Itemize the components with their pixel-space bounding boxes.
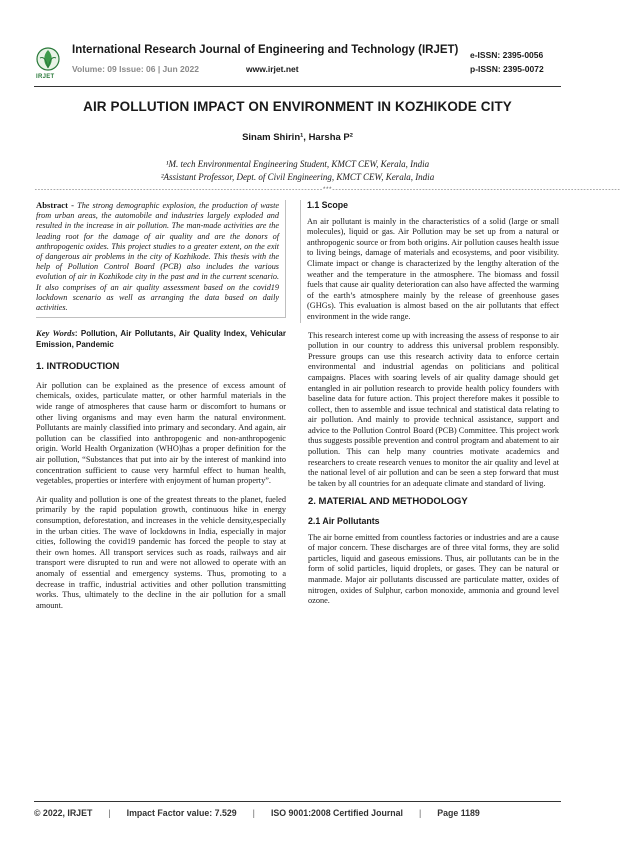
p-issn: p-ISSN: 2395-0072 bbox=[470, 64, 544, 74]
footer-separator: | bbox=[418, 808, 422, 818]
methods-heading: 2. MATERIAL AND METHODOLOGY bbox=[308, 496, 468, 508]
abstract-label: Abstract - bbox=[36, 200, 75, 210]
page-footer bbox=[34, 808, 561, 818]
air-pollutants-paragraph: The air borne emitted from countless factories or industries and are a cause of major concern. These discharges are of three vital forms, they are solid particles, liquid and gaseous emissions. Thus, air pollutants can be in the form of solid particles, liquid droplets, or gases. They can be natural or manmade. Major air pollutants discussed are particulate matter, oxides of nitrogen, oxides of Sulphur, carbon monoxide, ammonia and ground level ozone. bbox=[308, 532, 559, 606]
scope-section bbox=[300, 200, 559, 323]
introduction-heading: 1. INTRODUCTION bbox=[36, 361, 120, 373]
journal-header bbox=[34, 44, 564, 84]
journal-name: International Research Journal of Engineering and Technology (IRJET) bbox=[72, 44, 459, 56]
paper-authors: Sinam Shirin¹, Harsha P² bbox=[242, 132, 353, 143]
journal-website: www.irjet.net bbox=[246, 64, 299, 74]
scope-heading: 1.1 Scope bbox=[307, 200, 349, 210]
abstract bbox=[36, 200, 286, 318]
affiliation-2: ²Assistant Professor, Dept. of Civil Engineering, KMCT CEW, Kerala, India bbox=[160, 172, 435, 182]
header-divider bbox=[34, 86, 561, 87]
keywords-text: : Pollution, Air Pollutants, Air Quality Index, Vehicular Emission, Pandemic bbox=[36, 329, 286, 350]
affiliation-1: ¹M. tech Environmental Engineering Student, KMCT CEW, Kerala, India bbox=[165, 159, 430, 169]
footer-copyright: © 2022, IRJET bbox=[34, 808, 93, 818]
volume-issue: Volume: 09 Issue: 06 | Jun 2022 bbox=[72, 64, 199, 74]
footer-iso: ISO 9001:2008 Certified Journal bbox=[270, 808, 403, 818]
footer-separator: | bbox=[252, 808, 255, 818]
footer-divider bbox=[34, 801, 561, 802]
footer-separator: | bbox=[108, 808, 111, 818]
footer-page-number: Page 1189 bbox=[437, 808, 480, 818]
abstract-text: The strong demographic explosion, the production of waste from urban areas, the automobile and industries largely exploded and resulted in the increase in air pollution. The man-made activities are the leading root for the damage of air quality and are the donors of anthropogenic oxides. This project studies to a greater extent, on the exit of dangerous air problems in the city of Kozhikode. This thesis with the help of Pollution Control Board (PCB) also includes the various evolution of air in Kozhikode city in the past and in the current scenario. It also comprises of an air quality assessment based on the covid19 lockdown scenario as well as arranging the data based on daily activities. bbox=[36, 201, 279, 313]
introduction-paragraph: Air quality and pollution is one of the greatest threats to the planet, fueled primarily by the rapid population growth, continuous hike in energy consumption, deforestation, and increases in the vehicle density,especially in the urban cities. The wave of lockdowns in India, especially in major cities, following the covid19 pandemic has forced the people to stay at their own homes. All transport services such as roads, railways and air transport were disrupted to run and were not allowed to operate with an anomaly of essential and emergency systems. Thus, promoting to a decrease in traffic, industrial activities and other pollution transmitting works. Thus, ultimately to the decline in the air pollution for a small amount. bbox=[36, 494, 286, 610]
keywords-label: Key Words bbox=[36, 328, 75, 339]
left-column bbox=[36, 200, 286, 619]
scope-paragraph: This research interest come up with increasing the assess of response to air pollution in our country to address this universal problem responsibly. Pressure groups can use this research activity data to enforce certain environmental and industrial agendas on politicians and political campaigns. Places with soaring levels of air quality damage should get entangled in air pollution research to provide health policy founders with baseline data for future action. This project therefore makes it possible to collect, then to assemble and issue technical and statistical data relating to air pollution. And mainly to provide technical assistance, support and advice to the Pollution Control Board (PCB) Committee. This project work thus suggests possible prevention and control program and abatement to air pollution. This can help many countries motivate academics and researchers to create research venues to monitor the air quality and level at the national level of air pollution and can be seen a step forward that must be taken by all countries for an adequate climate and standard of living. bbox=[308, 330, 559, 488]
keywords bbox=[36, 328, 286, 350]
section-divider: ---------------------------------------------------------------------------------------------***--------------------------------------------------------------------------------------------- bbox=[34, 186, 620, 193]
paper-title: AIR POLLUTION IMPACT ON ENVIRONMENT IN KOZHIKODE CITY bbox=[83, 99, 512, 114]
footer-impact-factor: Impact Factor value: 7.529 bbox=[126, 808, 237, 818]
right-column bbox=[308, 200, 559, 615]
scope-paragraph: An air pollutant is mainly in the characteristics of a solid (large or small molecules), liquid or gas. Air Pollution may be set up from a natural or anthropogenic source or from both origins. Air pollution causes health issue to living beings, damage of materials and ecosystems, and poor visibility. Climate impact or change is characterized by the lengthy alteration of the weather and the temperature in the atmosphere. The biomass and fossil fuels that cause air quality deterioration can also have affected the warming of the earth’s atmosphere mainly by the release of greenhouse gases (GHGs). This evaluation is almost based on the air pollutants that effect environment in the wide range. bbox=[307, 216, 559, 321]
logo-text: IRJET bbox=[36, 74, 55, 80]
introduction-paragraph: Air pollution can be explained as the presence of excess amount of chemicals, oxides, particulate matter, or other harmful materials in the wide range of atmospheres that cause harm or discomfort to humans or other living organisms and may even harm the natural environment. Pollutants are mainly classified into primary and secondary. And again, air pollution can be classified into anthropogenic and non-anthropogenic origin. World Health Organization (WHO)has a proper definition for the air pollution, “Substances that put into air by the interest of mankind into concentration sufficient to cause very harmful effect to human health, vegetables, properties or interfere with enjoyment of human property”. bbox=[36, 380, 286, 486]
e-issn: e-ISSN: 2395-0056 bbox=[470, 50, 544, 60]
air-pollutants-heading: 2.1 Air Pollutants bbox=[308, 516, 380, 527]
